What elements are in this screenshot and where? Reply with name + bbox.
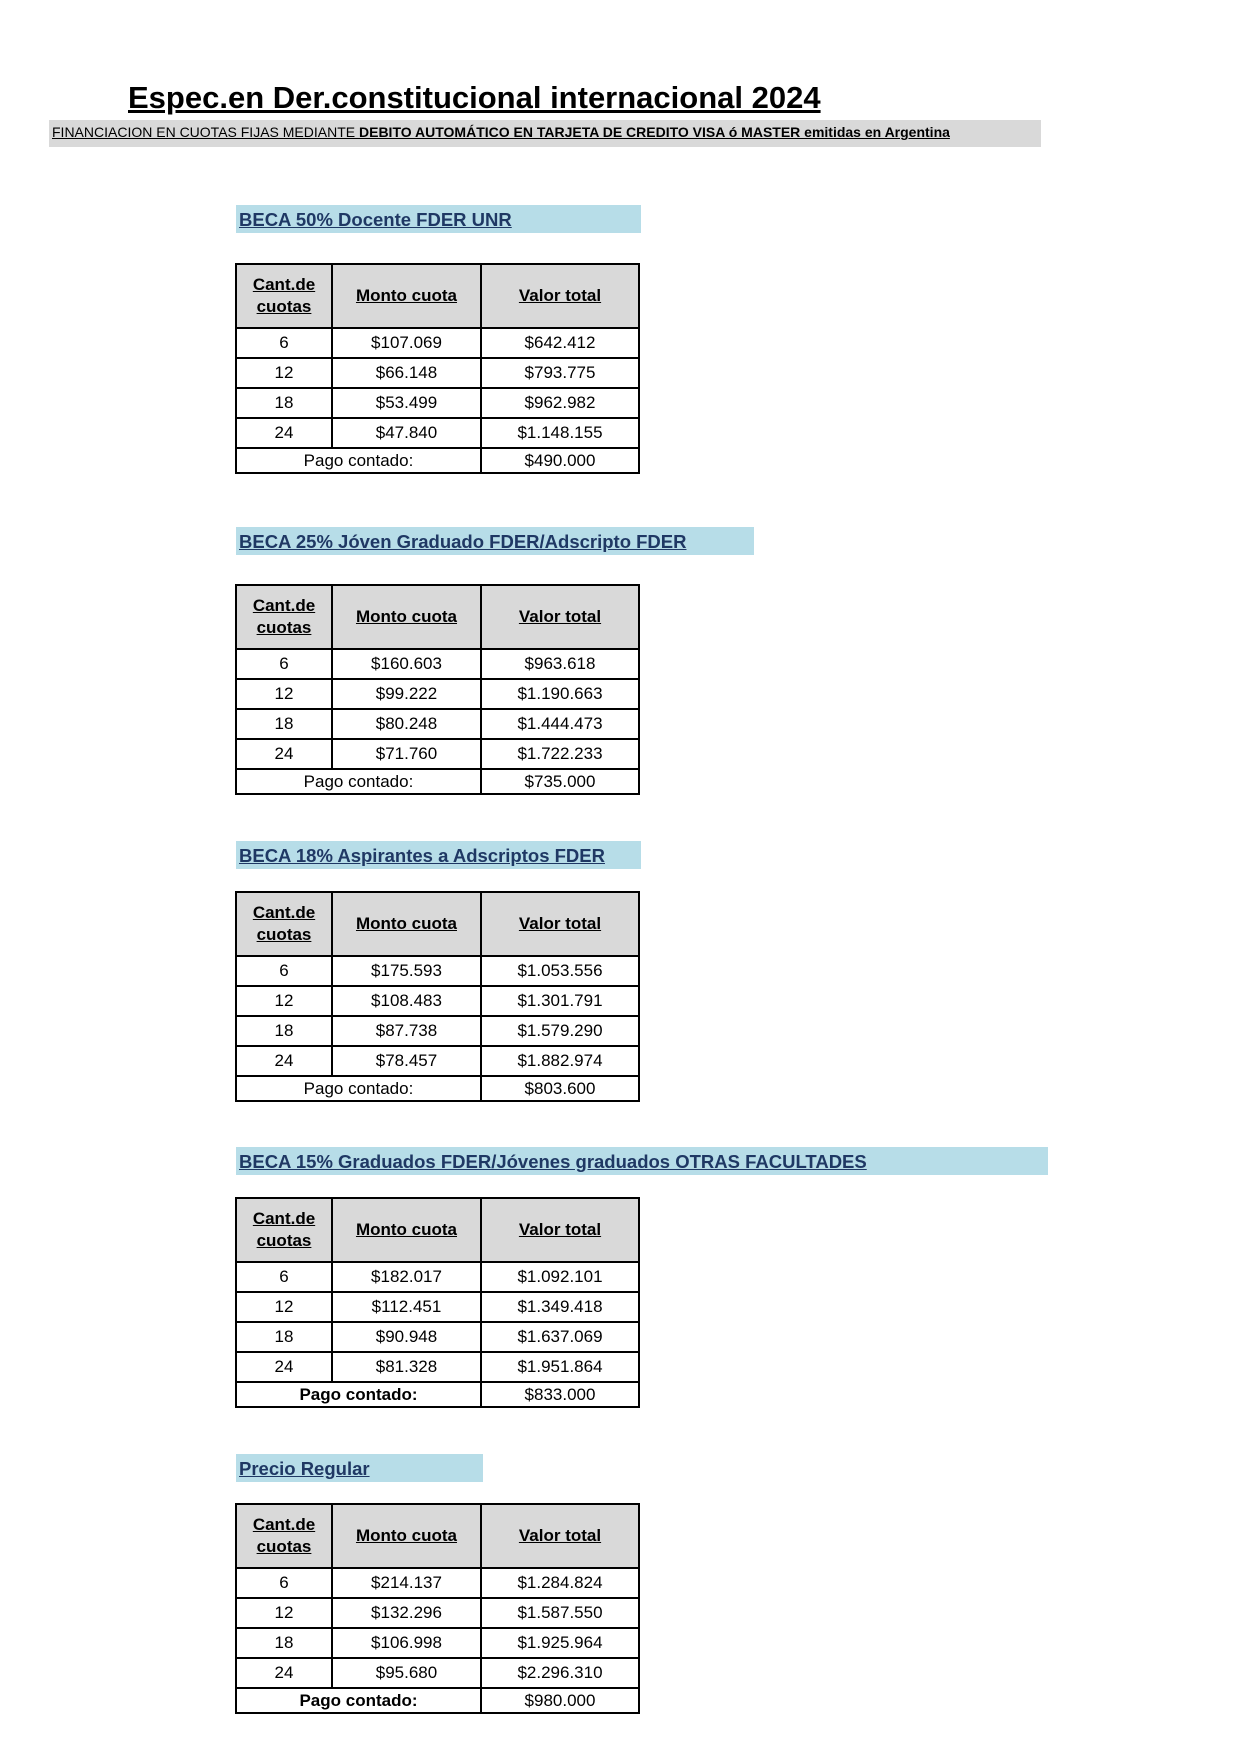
table-row [236,388,639,418]
table-row [236,1628,639,1658]
cell-cuotas: 24 [236,1352,332,1382]
cell-valor: $1.882.974 [481,1046,639,1076]
section-title-beca-25: BECA 25% Jóven Graduado FDER/Adscripto FDER [236,527,754,555]
table-row [236,1598,639,1628]
table-row [236,1352,639,1382]
table-header-row [236,892,639,956]
cell-cuotas: 12 [236,679,332,709]
cell-valor: $1.951.864 [481,1352,639,1382]
cell-cuotas: 18 [236,388,332,418]
cell-cuotas: 18 [236,1016,332,1046]
cell-monto: $71.760 [332,739,481,769]
table-row [236,956,639,986]
table-row [236,1658,639,1688]
pago-contado-value: $833.000 [481,1382,639,1407]
cell-valor: $1.444.473 [481,709,639,739]
cell-valor: $1.301.791 [481,986,639,1016]
header-valor-total: Valor total [481,585,639,649]
table-row [236,679,639,709]
cell-cuotas: 24 [236,1046,332,1076]
cell-cuotas: 12 [236,358,332,388]
header-valor-total: Valor total [481,892,639,956]
header-monto-cuota: Monto cuota [332,264,481,328]
table-row [236,709,639,739]
subtitle-bold: DEBITO AUTOMÁTICO EN TARJETA DE CREDITO VISA ó MASTER emitidas en Argentina [359,124,950,140]
cell-monto: $107.069 [332,328,481,358]
cell-monto: $106.998 [332,1628,481,1658]
cell-cuotas: 24 [236,739,332,769]
cell-valor: $1.587.550 [481,1598,639,1628]
cell-valor: $1.284.824 [481,1568,639,1598]
cell-cuotas: 6 [236,1568,332,1598]
table-row [236,1046,639,1076]
table-row [236,986,639,1016]
cell-monto: $112.451 [332,1292,481,1322]
cell-valor: $793.775 [481,358,639,388]
cell-cuotas: 12 [236,1598,332,1628]
cell-valor: $1.148.155 [481,418,639,448]
table-header-row [236,1504,639,1568]
pago-contado-value: $735.000 [481,769,639,794]
pago-contado-value: $490.000 [481,448,639,473]
cell-cuotas: 12 [236,1292,332,1322]
pago-contado-row [236,1688,639,1713]
cell-cuotas: 18 [236,1322,332,1352]
header-monto-cuota: Monto cuota [332,1504,481,1568]
cell-valor: $1.349.418 [481,1292,639,1322]
cell-valor: $1.637.069 [481,1322,639,1352]
price-table-beca-18 [235,891,640,1102]
cell-monto: $160.603 [332,649,481,679]
cell-monto: $87.738 [332,1016,481,1046]
cell-cuotas: 24 [236,418,332,448]
table-row [236,1016,639,1046]
header-cant-cuotas: Cant.de cuotas [236,585,332,649]
table-header-row [236,585,639,649]
cell-cuotas: 6 [236,649,332,679]
cell-monto: $108.483 [332,986,481,1016]
table-row [236,1322,639,1352]
pago-contado-label: Pago contado: [236,769,481,794]
cell-monto: $90.948 [332,1322,481,1352]
cell-cuotas: 18 [236,1628,332,1658]
table-header-row [236,264,639,328]
cell-cuotas: 6 [236,328,332,358]
cell-valor: $642.412 [481,328,639,358]
price-table-beca-15 [235,1197,640,1408]
page-title: Espec.en Der.constitucional internacional 2024 [128,80,821,115]
cell-valor: $1.925.964 [481,1628,639,1658]
cell-monto: $95.680 [332,1658,481,1688]
table-header-row [236,1198,639,1262]
cell-cuotas: 24 [236,1658,332,1688]
section-title-beca-50: BECA 50% Docente FDER UNR [236,205,641,233]
financing-subtitle [49,120,1041,147]
header-cant-cuotas: Cant.de cuotas [236,264,332,328]
price-table-beca-50 [235,263,640,474]
pago-contado-row [236,1382,639,1407]
cell-cuotas: 6 [236,1262,332,1292]
table-row [236,649,639,679]
header-valor-total: Valor total [481,1198,639,1262]
pago-contado-label: Pago contado: [236,1688,481,1713]
cell-valor: $963.618 [481,649,639,679]
cell-valor: $2.296.310 [481,1658,639,1688]
section-title-precio-regular: Precio Regular [236,1454,483,1482]
pago-contado-label: Pago contado: [236,1076,481,1101]
pago-contado-value: $803.600 [481,1076,639,1101]
header-cant-cuotas: Cant.de cuotas [236,892,332,956]
cell-monto: $80.248 [332,709,481,739]
cell-valor: $1.053.556 [481,956,639,986]
section-title-beca-15: BECA 15% Graduados FDER/Jóvenes graduados OTRAS FACULTADES [236,1147,1048,1175]
table-row [236,418,639,448]
cell-monto: $78.457 [332,1046,481,1076]
header-cant-cuotas: Cant.de cuotas [236,1198,332,1262]
header-valor-total: Valor total [481,1504,639,1568]
table-row [236,739,639,769]
cell-monto: $47.840 [332,418,481,448]
header-valor-total: Valor total [481,264,639,328]
cell-monto: $99.222 [332,679,481,709]
cell-monto: $53.499 [332,388,481,418]
pago-contado-label: Pago contado: [236,1382,481,1407]
table-row [236,1292,639,1322]
table-row [236,1568,639,1598]
cell-monto: $66.148 [332,358,481,388]
header-monto-cuota: Monto cuota [332,585,481,649]
header-monto-cuota: Monto cuota [332,892,481,956]
pago-contado-value: $980.000 [481,1688,639,1713]
section-title-beca-18: BECA 18% Aspirantes a Adscriptos FDER [236,841,641,869]
pago-contado-row [236,1076,639,1101]
cell-monto: $182.017 [332,1262,481,1292]
pago-contado-row [236,769,639,794]
cell-valor: $1.579.290 [481,1016,639,1046]
header-monto-cuota: Monto cuota [332,1198,481,1262]
table-row [236,328,639,358]
cell-valor: $962.982 [481,388,639,418]
cell-cuotas: 18 [236,709,332,739]
cell-cuotas: 12 [236,986,332,1016]
cell-valor: $1.722.233 [481,739,639,769]
cell-monto: $132.296 [332,1598,481,1628]
header-cant-cuotas: Cant.de cuotas [236,1504,332,1568]
cell-valor: $1.092.101 [481,1262,639,1292]
pago-contado-label: Pago contado: [236,448,481,473]
price-table-precio-regular [235,1503,640,1714]
subtitle-normal: FINANCIACION EN CUOTAS FIJAS MEDIANTE [52,124,359,140]
cell-monto: $81.328 [332,1352,481,1382]
cell-monto: $175.593 [332,956,481,986]
table-row [236,358,639,388]
price-table-beca-25 [235,584,640,795]
cell-valor: $1.190.663 [481,679,639,709]
pago-contado-row [236,448,639,473]
table-row [236,1262,639,1292]
cell-monto: $214.137 [332,1568,481,1598]
cell-cuotas: 6 [236,956,332,986]
